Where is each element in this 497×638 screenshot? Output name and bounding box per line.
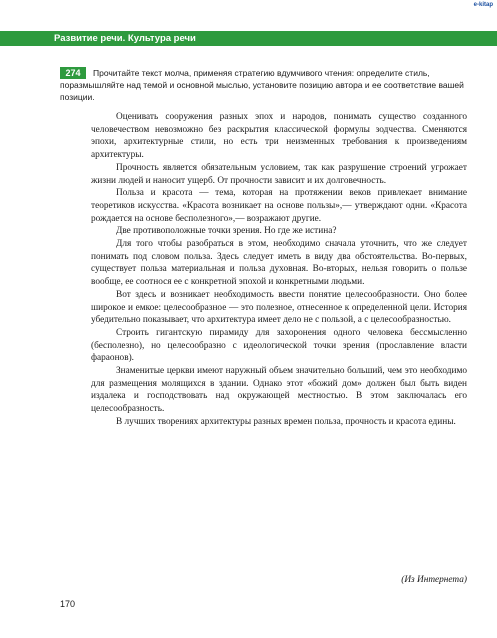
- article-paragraph-7: Строить гигантскую пирамиду для захоронения одного человека бессмысленно (бесполезно), но целесообразно с идеологической точки зрения (прославление власти фараонов).: [91, 327, 467, 364]
- task-instruction: Прочитайте текст молча, применяя стратегию вдумчивого чтения: определите стиль, поразмышляйте над темой и основной мыслью, установите позицию автора и ее соответствие вашей позиции.: [60, 68, 464, 102]
- task-block: [60, 67, 468, 103]
- article-paragraph-4: Две противоположные точки зрения. Но где же истина?: [116, 226, 337, 237]
- publisher-logo: e-kitap: [473, 2, 493, 8]
- article-paragraph-5: Для того чтобы разобраться в этом, необходимо сначала уточнить, что же следует понимать под словом польза. Здесь следует иметь в виду два обстоятельства. Во-первых, существует польза материальная и польза духовная. Во-вторых, нельзя говорить о пользе вообще, ее соотнося ее с конкретной эпохой и конкретными людьми.: [91, 239, 467, 288]
- article-paragraph-2: Прочность является обязательным условием, так как разрушение строений угрожает жизни людей и наносит ущерб. От прочности зависит и их долговечность.: [91, 162, 467, 186]
- article-paragraph-9: В лучших творениях архитектуры разных времен польза, прочность и красота едины.: [116, 416, 456, 427]
- article-paragraph-6: Вот здесь и возникает необходимость ввести понятие целесообразности. Оно более широкое и емкое: целесообразное — это полезное, отнесенное к определенной цели. История убедительно показывает, что архитектура имеет дело не с пользой, а с целесообразностью.: [91, 289, 467, 326]
- article-body: [91, 111, 467, 429]
- article-paragraph-3: Польза и красота — тема, которая на протяжении веков привлекает внимание теоретиков искусства. «Красота возникает на основе пользы»,— утверждают одни. «Красота рождается на основе бесполезного»,— возражают другие.: [91, 188, 467, 224]
- section-title: Развитие речи. Культура речи: [54, 33, 196, 44]
- article-paragraph-8: Знаменитые церкви имеют наружный объем значительно больший, чем это необходимо для размещения молящихся в здании. Однако этот «божий дом» должен был быть виден издалека и господствовать над окружающей местностью. В этом заключалась его целесообразность.: [91, 366, 467, 415]
- task-number-badge: 274: [60, 67, 86, 79]
- article-source: (Из Интернета): [401, 575, 467, 585]
- article-paragraph-1: Оценивать сооружения разных эпох и народов, понимать существо созданного человечеством невозможно без раскрытия классической формулы зодчества. Сменяются эпохи, архитектурные стили, но есть три неизменных требования к произведениям архитектуры.: [91, 112, 467, 161]
- page-number: 170: [60, 599, 76, 609]
